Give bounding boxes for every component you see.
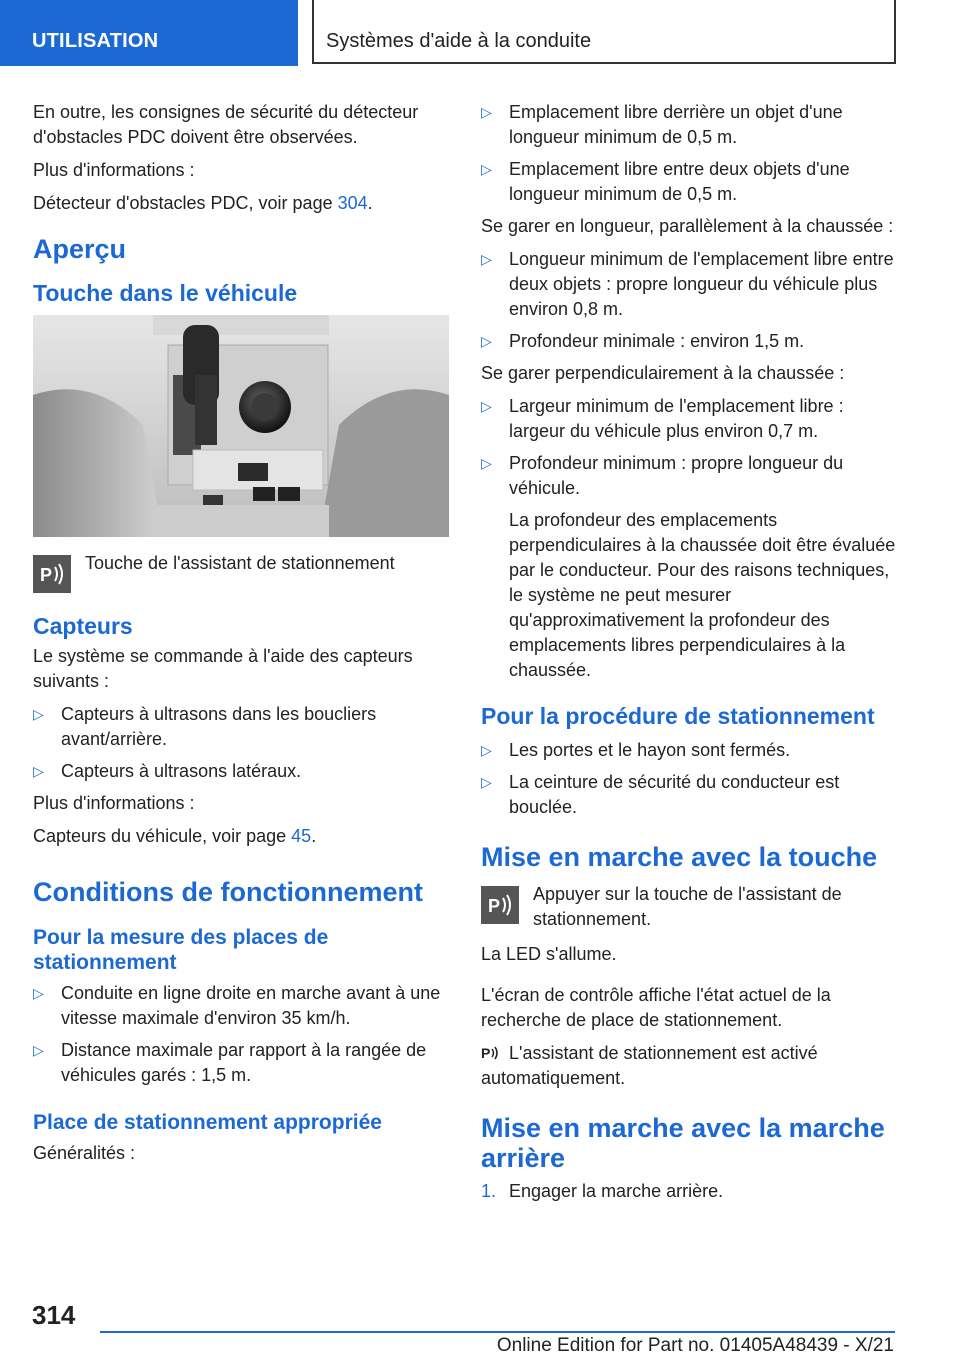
chapter-title: Systèmes d'aide à la conduite <box>312 0 896 64</box>
mesure-list <box>33 981 449 1088</box>
intro-paragraph: En outre, les consignes de sécurité du détecteur d'obstacles PDC doivent être observées. <box>33 102 419 147</box>
heading-procedure: Pour la procédure de stationnement <box>481 703 875 729</box>
active-text: P L'assistant de stationnement est activé automatiquement. <box>481 1043 818 1088</box>
parking-assistant-icon <box>481 886 519 924</box>
ecran-text: L'écran de contrôle affiche l'état actuel de la recherche de place de stationnement. <box>481 985 831 1030</box>
list-item: ▷ Capteurs à ultrasons latéraux. <box>33 759 449 784</box>
heading-marche-arriere: Mise en marche avec la marche arrière <box>481 1113 885 1173</box>
photo-caption: Touche de l'assistant de stationnement <box>85 553 395 573</box>
photo-caption-row <box>33 551 449 591</box>
list-item: ▷ Profondeur minimale : environ 1,5 m. <box>481 329 897 354</box>
touche-instruction: Appuyer sur la touche de l'assistant de stationnement. <box>533 884 842 929</box>
heading-mesure: Pour la mesure des places de stationnement <box>33 926 329 974</box>
cross-reference <box>33 824 449 849</box>
capteurs-list <box>33 702 449 784</box>
capteurs-intro: Le système se commande à l'aide des capteurs suivants : <box>33 646 413 691</box>
triangle-bullet-icon: ▷ <box>481 104 492 120</box>
svg-text:P: P <box>481 1045 491 1061</box>
list-item: ▷ Les portes et le hayon sont fermés. <box>481 738 897 763</box>
list-item: ▷ Capteurs à ultrasons dans les boucliers avant/arrière. <box>33 704 377 749</box>
generalites-label: Généralités : <box>33 1143 136 1163</box>
triangle-bullet-icon: ▷ <box>481 774 492 790</box>
footer-divider <box>100 1331 895 1333</box>
page-link-304[interactable]: 304 <box>337 193 368 213</box>
procedure-list <box>481 738 897 820</box>
list-item: ▷ Longueur minimum de l'emplacement libre entre deux objets : propre longueur du véhicule plus environ 0,8 m. <box>481 249 894 319</box>
cross-reference <box>33 191 449 216</box>
touche-instruction-row <box>481 882 897 932</box>
list-item: ▷ Profondeur minimum : propre longueur du véhicule. <box>481 453 844 498</box>
svg-text:P: P <box>488 896 501 916</box>
heading-apercu: Aperçu <box>33 234 127 264</box>
page-header <box>0 0 960 68</box>
right-column <box>481 100 897 1204</box>
page-number: 314 <box>32 1300 76 1330</box>
parking-assistant-icon <box>33 555 71 593</box>
parallel-list <box>481 247 897 354</box>
list-item: ▷ La ceinture de sécurité du conducteur est bouclée. <box>481 772 840 817</box>
center-console-photo <box>33 315 449 537</box>
heading-place: Place de stationnement appropriée <box>33 1111 382 1134</box>
heading-touche-vehicule: Touche dans le véhicule <box>33 280 298 306</box>
list-item: ▷ Emplacement libre entre deux objets d'une longueur minimum de 0,5 m. <box>481 159 850 204</box>
triangle-bullet-icon: ▷ <box>33 706 44 722</box>
more-info-label: Plus d'informations : <box>33 793 195 813</box>
ref-end: . <box>367 193 373 213</box>
perp-note: La profondeur des emplacements perpendiculaires à la chaussée doit être évaluée par le conducteur. Pour des raisons techniques, le système ne peut mesurer qu'approximativement la profondeur des emplacements libres perpendiculaires à la chaussée. <box>509 510 896 680</box>
edition-text: Online Edition for Part no. 01405A48439 - X/21 <box>496 1335 894 1356</box>
left-column <box>33 100 449 1174</box>
list-item: ▷ Distance maximale par rapport à la rangée de véhicules garés : 1,5 m. <box>33 1040 427 1085</box>
steps-list <box>481 1179 897 1204</box>
triangle-bullet-icon: ▷ <box>481 742 492 758</box>
heading-conditions: Conditions de fonctionnement <box>33 877 423 907</box>
list-item: ▷ Conduite en ligne droite en marche avant à une vitesse maximale d'environ 35 km/h. <box>33 983 441 1028</box>
more-info-label: Plus d'informations : <box>33 160 195 180</box>
ref-text: Détecteur d'obstacles PDC, voir page <box>33 193 338 213</box>
triangle-bullet-icon: ▷ <box>33 763 44 779</box>
heading-capteurs: Capteurs <box>33 613 133 639</box>
step-number: 1. <box>481 1181 497 1201</box>
list-item: ▷ Largeur minimum de l'emplacement libre : largeur du véhicule plus environ 0,7 m. <box>481 396 844 441</box>
list-item: ▷ Emplacement libre derrière un objet d'une longueur minimum de 0,5 m. <box>481 102 843 147</box>
parallel-intro: Se garer en longueur, parallèlement à la chaussée : <box>481 216 894 236</box>
triangle-bullet-icon: ▷ <box>481 161 492 177</box>
led-text: La LED s'allume. <box>481 944 617 964</box>
triangle-bullet-icon: ▷ <box>481 455 492 471</box>
triangle-bullet-icon: ▷ <box>33 1042 44 1058</box>
page-link-45[interactable]: 45 <box>291 826 312 846</box>
ref-end: . <box>311 826 317 846</box>
svg-text:P: P <box>40 565 53 585</box>
section-tab: UTILISATION <box>0 0 298 66</box>
triangle-bullet-icon: ▷ <box>481 251 492 267</box>
ref-text: Capteurs du véhicule, voir page <box>33 826 292 846</box>
triangle-bullet-icon: ▷ <box>33 985 44 1001</box>
perp-list <box>481 394 897 501</box>
parking-assistant-small-icon <box>481 1044 503 1062</box>
list-item: 1. Engager la marche arrière. <box>481 1179 897 1204</box>
heading-touche-on: Mise en marche avec la touche <box>481 842 878 872</box>
triangle-bullet-icon: ▷ <box>481 398 492 414</box>
perp-intro: Se garer perpendiculairement à la chaussée : <box>481 363 845 383</box>
general-list <box>481 100 897 207</box>
triangle-bullet-icon: ▷ <box>481 333 492 349</box>
